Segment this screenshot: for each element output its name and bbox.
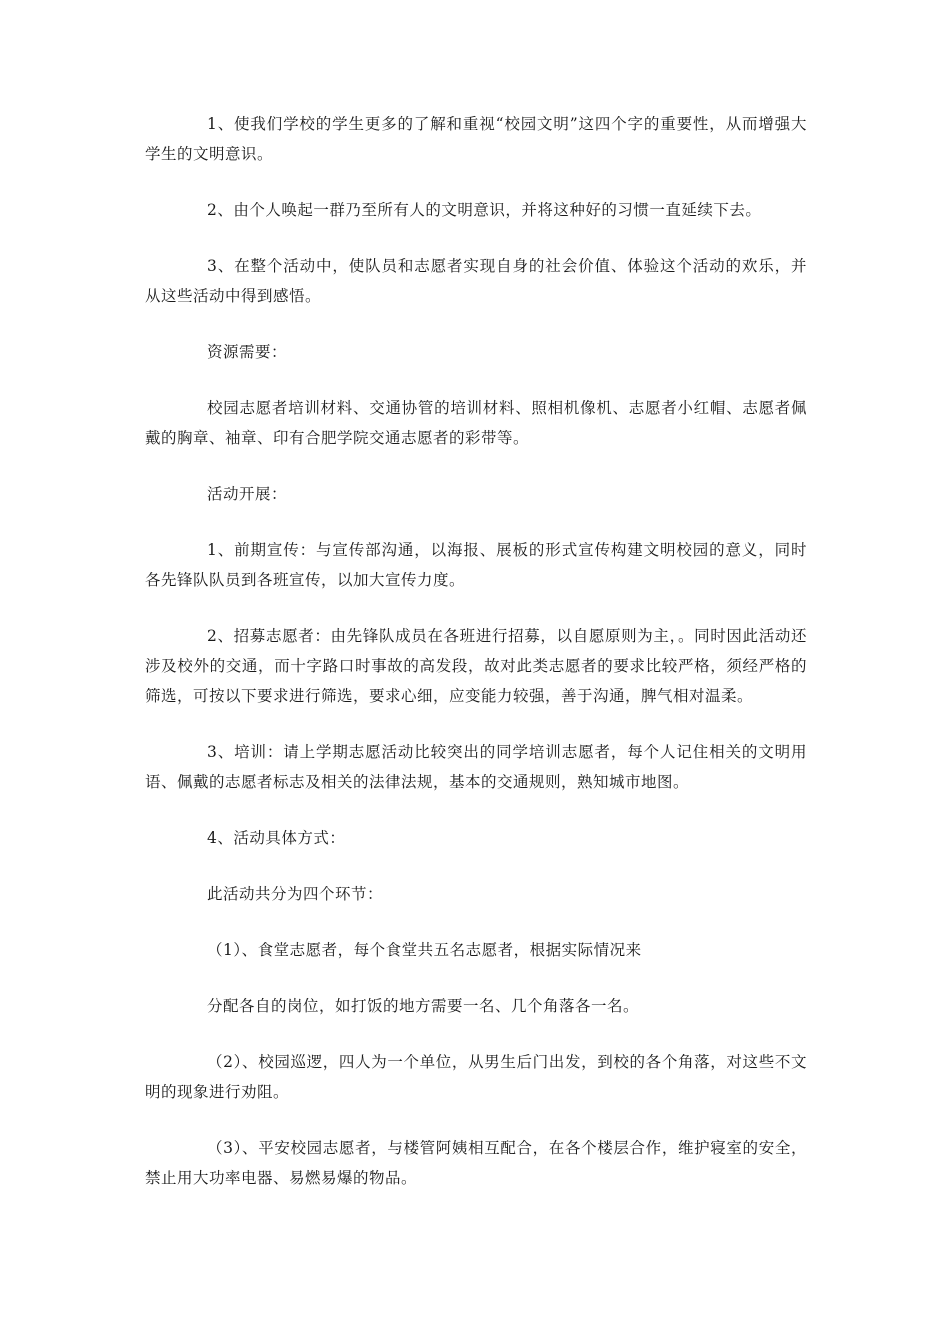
paragraph-stage-3: （3）、平安校园志愿者，与楼管阿姨相互配合，在各个楼层合作，维护寝室的安全，禁止用大功率电器、易燃易爆的物品。 xyxy=(145,1139,807,1187)
heading-activities: 活动开展： xyxy=(207,485,288,503)
paragraph-stage-1: （1）、食堂志愿者，每个食堂共五名志愿者，根据实际情况来 xyxy=(207,941,642,959)
paragraph-recruitment: 2、招募志愿者：由先锋队成员在各班进行招募，以自愿原则为主，。同时因此活动还涉及校外的交通，而十字路口时事故的高发段，故对此类志愿者的要求比较严格，须经严格的筛选，可按以下要求进行筛选，要求心细，应变能力较强，善于沟通，脾气相对温柔。 xyxy=(145,627,807,705)
paragraph-goal-3: 3、在整个活动中，使队员和志愿者实现自身的社会价值、体验这个活动的欢乐，并从这些活动中得到感悟。 xyxy=(145,257,807,305)
paragraph-training: 3、培训：请上学期志愿活动比较突出的同学培训志愿者，每个人记住相关的文明用语、佩戴的志愿者标志及相关的法律法规，基本的交通规则，熟知城市地图。 xyxy=(145,743,807,791)
heading-methods: 4、活动具体方式： xyxy=(207,829,346,847)
paragraph-publicity: 1、前期宣传：与宣传部沟通，以海报、展板的形式宣传构建文明校园的意义，同时各先锋队队员到各班宣传，以加大宣传力度。 xyxy=(145,541,807,589)
heading-resources: 资源需要： xyxy=(207,343,288,361)
paragraph-goal-1: 1、使我们学校的学生更多的了解和重视“校园文明”这四个字的重要性，从而增强大学生的文明意识。 xyxy=(145,115,807,163)
paragraph-stage-2: （2）、校园巡逻，四人为一个单位，从男生后门出发，到校的各个角落，对这些不文明的现象进行劝阻。 xyxy=(145,1053,807,1101)
paragraph-resources: 校园志愿者培训材料、交通协管的培训材料、照相机像机、志愿者小红帽、志愿者佩戴的胸章、袖章、印有合肥学院交通志愿者的彩带等。 xyxy=(145,399,807,447)
paragraph-goal-2: 2、由个人唤起一群乃至所有人的文明意识，并将这种好的习惯一直延续下去。 xyxy=(207,201,762,219)
paragraph-four-stages: 此活动共分为四个环节： xyxy=(207,885,384,903)
document-body xyxy=(145,109,807,1219)
paragraph-stage-1-cont: 分配各自的岗位，如打饭的地方需要一名、几个角落各一名。 xyxy=(207,997,640,1015)
